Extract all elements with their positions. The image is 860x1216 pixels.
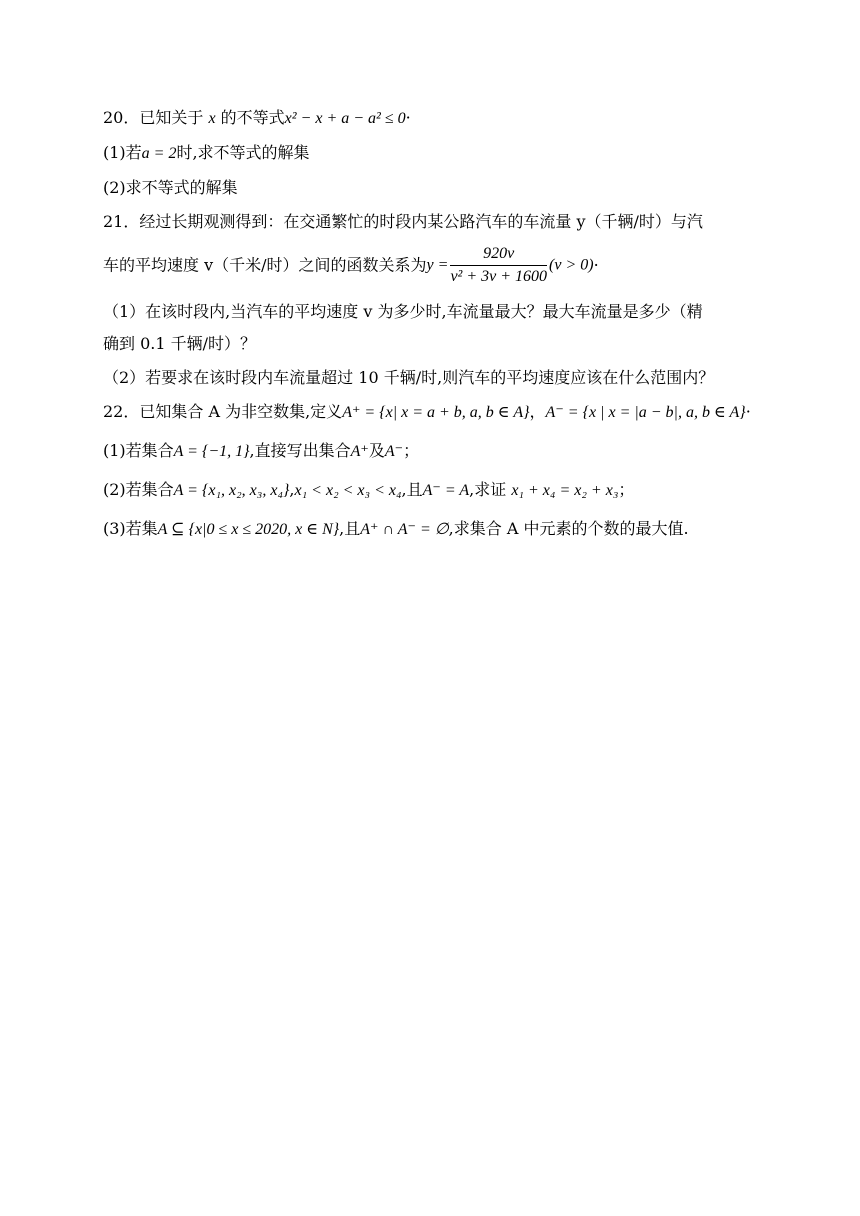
p22-stem: [103, 402, 751, 423]
p21-fraction-numerator: 920v: [450, 244, 547, 266]
p22-q2-set: A = {x₁, x₂, x₃, x₄}: [173, 482, 290, 499]
p22-q3-prefix: (3)若集: [103, 519, 158, 538]
p22-q1-set: A = {−1, 1}: [173, 443, 250, 460]
p22-q1: [103, 441, 419, 462]
p21-fraction-denominator: v² + 3v + 1600: [450, 268, 548, 285]
p22-stem-prefix: 22．已知集合 A 为非空数集,定义: [103, 402, 343, 421]
p22-q1-end: ；: [403, 441, 420, 460]
p22-q3-suffix: ,求集合 A 中元素的个数的最大值.: [448, 519, 689, 538]
p22-def-aplus: A⁺ = {x| x = a + b, a, b ∈ A}: [342, 404, 530, 421]
p22-q1-mid: ,直接写出集合: [249, 441, 351, 460]
p22-q1-aplus: A⁺: [350, 443, 369, 460]
p22-stem-sep: ，: [529, 402, 546, 421]
p22-q1-aminus: A⁻: [384, 443, 404, 460]
p21-q1-line1-text: （1）在该时段内,当汽车的平均速度 v 为多少时,车流量最大？最大车流量是多少（精: [103, 302, 703, 321]
p21-q1-line2: [103, 334, 256, 354]
p20-stem: [103, 108, 411, 129]
p20-q1-suffix: 时,求不等式的解集: [176, 143, 310, 162]
p22-q1-and: 及: [368, 441, 385, 460]
p21-fraction: [450, 244, 547, 287]
p22-q3-subset: A ⊆ {x|0 ≤ x ≤ 2020, x ∈ N}: [157, 521, 340, 538]
p21-stem-line2-prefix: 车的平均速度 v（千米/时）之间的函数关系为: [103, 255, 427, 275]
p22-q3-mid: ,且: [339, 519, 361, 538]
p22-q2-end: ；: [618, 480, 635, 499]
p21-stem-line2: [103, 244, 599, 287]
p21-formula-lhs: y =: [426, 256, 449, 274]
p21-stem-line1: [103, 212, 703, 232]
p22-q2-order: x₁ < x₂ < x₃ < x₄: [294, 482, 402, 499]
p22-q2-cond-prefix: ,且: [401, 480, 423, 499]
p21-q1-line2-text: 确到 0.1 千辆/时）？: [103, 334, 257, 353]
p22-def-aminus: A⁻ = {x | x = |a − b|, a, b ∈ A}: [545, 404, 746, 421]
p20-stem-var: x: [208, 110, 216, 127]
p20-q2: [103, 178, 238, 198]
p22-q1-prefix: (1)若集合: [103, 441, 174, 460]
p20-q1-formula: a = 2: [141, 145, 177, 162]
p22-q2-prefix: (2)若集合: [103, 480, 174, 499]
p21-q2: [103, 368, 714, 388]
p20-q1: [103, 143, 310, 164]
p21-q2-text: （2）若要求在该时段内车流量超过 10 千辆/时,则汽车的平均速度应该在什么范围内？: [103, 368, 715, 387]
p20-q2-text: (2)求不等式的解集: [103, 178, 238, 197]
p22-stem-end: ·: [745, 402, 751, 421]
p22-q3: [103, 519, 689, 540]
p21-formula-condition: (v > 0): [549, 256, 594, 274]
p21-stem-line1-text: 21．经过长期观测得到：在交通繁忙的时段内某公路汽车的车流量 y（千辆/时）与汽: [103, 212, 703, 231]
p20-stem-mid: 的不等式: [215, 108, 285, 127]
p22-q2-prove: ,求证: [469, 480, 512, 499]
p21-stem-line2-end: ·: [593, 255, 599, 275]
p22-q3-cond: A⁺ ∩ A⁻ = ∅: [360, 521, 449, 538]
p20-q1-prefix: (1)若: [103, 143, 142, 162]
p22-q2-cond: A⁻ = A: [422, 482, 470, 499]
p20-inequality: x² − x + a − a² ≤ 0: [284, 110, 406, 127]
p20-stem-end: ·: [405, 108, 411, 127]
p20-stem-prefix: 20．已知关于: [103, 108, 209, 127]
p22-q2-goal: x₁ + x₄ = x₂ + x₃: [511, 482, 619, 499]
p21-q1-line1: [103, 302, 703, 322]
p22-q2: (2)若集合A = {x₁, x₂, x₃, x₄},x₁ < x₂ < x₃ < x₄,且A⁻ = A,求证 x₁ + x₄ = x₂ + x₃；: [103, 480, 635, 499]
